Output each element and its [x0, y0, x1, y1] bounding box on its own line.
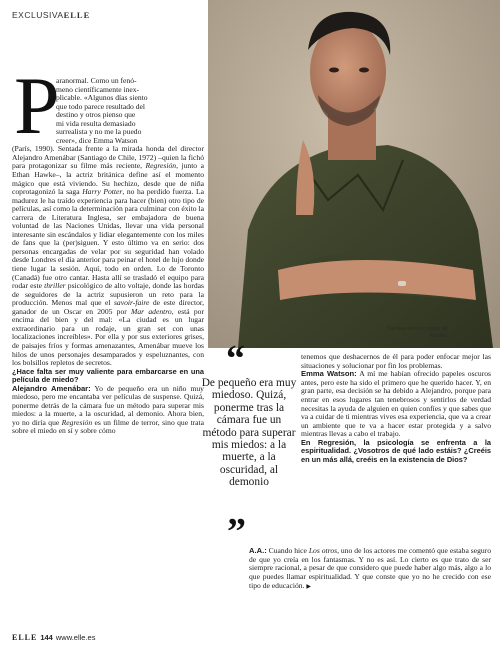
- answer-3: [249, 547, 491, 592]
- intro-line-1: aranormal. Como un fenó-: [56, 76, 137, 85]
- intro-line-7: surrealista y no me la puedo: [56, 127, 142, 137]
- intro-text: (París, 1990). Sentada frente a la mirada honda del director Alejandro Amenábar (Santiago de Chile, 1972) –quien la fichó para protagonizar su filme más reciente,: [12, 144, 204, 171]
- genre-term: thriller: [44, 281, 66, 291]
- speaker-name: A.A.:: [249, 546, 267, 555]
- question-text: , la psicología se enfrenta a la espiritualidad. ¿Vosotros de qué lado estáis? ¿Creéis en un más allá, creéis en la existencia de Dios?: [301, 437, 491, 464]
- page-footer: [12, 633, 95, 642]
- intro-line-8: creer», dice Emma Watson: [56, 135, 138, 145]
- footer-brand: ELLE: [12, 633, 38, 642]
- footer-url: www.elle.es: [55, 633, 96, 642]
- foreign-term: savoir-faire: [113, 298, 150, 308]
- article-end-arrow-icon: ▶: [306, 582, 311, 590]
- answer-text: , uno de los actores me comentó que estaba seguro de que yo creía en los fantasmas. Y no es así. Lo cierto es que trato de ser siempre racional, a pesar de que considero que puede haber algo más, algo a lo que puedes llamar espiritualidad. Y que conste que yo no he crecido con ese tipo de educación.: [249, 546, 492, 590]
- answer-text: es un filme de terror, sino que trata sobre el miedo en sí y sobre cómo: [12, 417, 204, 436]
- section-header: [12, 10, 90, 20]
- intro-text: psicológico de alto voltaje, donde las hordas de seguidores de la actriz supusieron un reto para la producción. Menos mal que el: [12, 281, 205, 308]
- intro-text: , junto a Ethan Hawke–, la actriz británica define así el momento mágico que está viviendo. Su hechizo, desde que de niña coprotagonizó la saga: [12, 161, 204, 197]
- answer-text: Yo de pequeño era un niño muy miedoso, pero me encantaba ver películas de suspense. Quizá, ponerme detrás de la cámara fue un método para superar mis miedos: a la muerte, a la oscuridad, al demonio. Ahora bien, yo no diría que: [12, 383, 204, 427]
- intro-text: de este director, ganador de un Oscar en 2005 por: [12, 298, 205, 316]
- article-column-right: [301, 353, 491, 464]
- intro-line-6: mi vida resulta demasiado: [56, 118, 136, 128]
- question-text: En Regresión: [301, 437, 355, 447]
- portrait-image: [208, 0, 500, 348]
- film-title: Regresión: [61, 417, 93, 427]
- open-quote-mark: “: [226, 338, 245, 380]
- speaker-name: Emma Watson:: [301, 369, 357, 379]
- portrait-photo: [208, 0, 500, 348]
- pull-quote: De pequeño era muy miedoso. Quizá, ponerme tras la cámara fue un método para superar mis miedos: a la muerte, a la oscuridad, al demonio: [201, 377, 297, 489]
- intro-line-2: meno científicamente inex-: [56, 84, 140, 94]
- photo-caption: Camisa en tono caqui de Replay.: [387, 326, 448, 339]
- answer-1: [12, 385, 204, 436]
- answer-text: Cuando hice: [266, 546, 309, 555]
- answer-1-continued: tenemos que deshacernos de él para poder enfocar mejor las situaciones y solucionar por fin los problemas.: [301, 352, 491, 370]
- page-number: 144: [40, 633, 53, 642]
- intro-line-5: destino y otros pienso que: [56, 110, 136, 120]
- film-title: Regresión: [145, 161, 177, 171]
- intro-text: , está por encima del bien y del mal: «La ciudad es un lugar extraordinario para un rodaje, un gran set con unas localizaciones increíbles». Por ella y por sus exteriores grises, de paisajes fríos y formas amenazantes, Amenábar mueve los hilos de unos personajes desamparados y espeluznantes, con los bolsillos repletos de secretos.: [12, 306, 204, 368]
- intro-line-3: plicable. «Algunos días siento: [56, 93, 148, 103]
- question-1: ¿Hace falta ser muy valiente para embarcarse en una película de miedo?: [12, 366, 204, 385]
- answer-2: [301, 370, 491, 439]
- intro-text: , no ha perdido fuerza. La madurez le ha traído experiencia para hacer (bien) otro tipo de películas, así como la determinación para culminar con éxito la carrera de Literatura Inglesa, ser embajadora de buena voluntad de las Naciones Unidas, llevar una vida personal interesante sin escándalos y lidiar elegantemente con los miles de fans que la (per)siguen. Y esto último va en serio: dos personas encargadas de velar por su seguridad han volado desde Londres el día anterior para peinar el hotel de lujo donde tiene lugar la sesión. Aquí, todo en orden. Lo de Toronto (Canadá) fue otro cantar. Hasta allí se trasladó el equipo para rodar este: [12, 187, 204, 291]
- speaker-name: Alejandro Amenábar:: [12, 383, 91, 393]
- magazine-brand: ELLE: [63, 10, 91, 20]
- section-label: EXCLUSIVA: [12, 10, 64, 20]
- intro-paragraph: [12, 77, 204, 368]
- drop-cap: P: [14, 60, 60, 151]
- intro-line-4: que todo parece resultado del: [56, 101, 145, 111]
- article-column-left: [12, 77, 204, 436]
- answer-text: A mí me habían ofrecido papeles oscuros antes, pero este ha sido el primero que he querido hacer. Y, en gran parte, esa decisión se ha debido a Alejandro, porque para entrar en esos lugares tan tenebrosos y sentirlos de verdad necesitas la ayuda de alguien en quien confíes y que sabes que va a cuidar de ti mientras vives esa experiencia, que va a crear un ambiente que te va a hacer estar protegida y a salvo mientras llevas a cabo el trabajo.: [301, 369, 491, 439]
- close-quote-mark: ”: [227, 511, 246, 553]
- film-title: Harry Potter: [82, 187, 123, 197]
- film-title: Mar adentro: [131, 306, 172, 316]
- film-title: Los otros: [308, 546, 338, 555]
- question-2: [301, 439, 491, 465]
